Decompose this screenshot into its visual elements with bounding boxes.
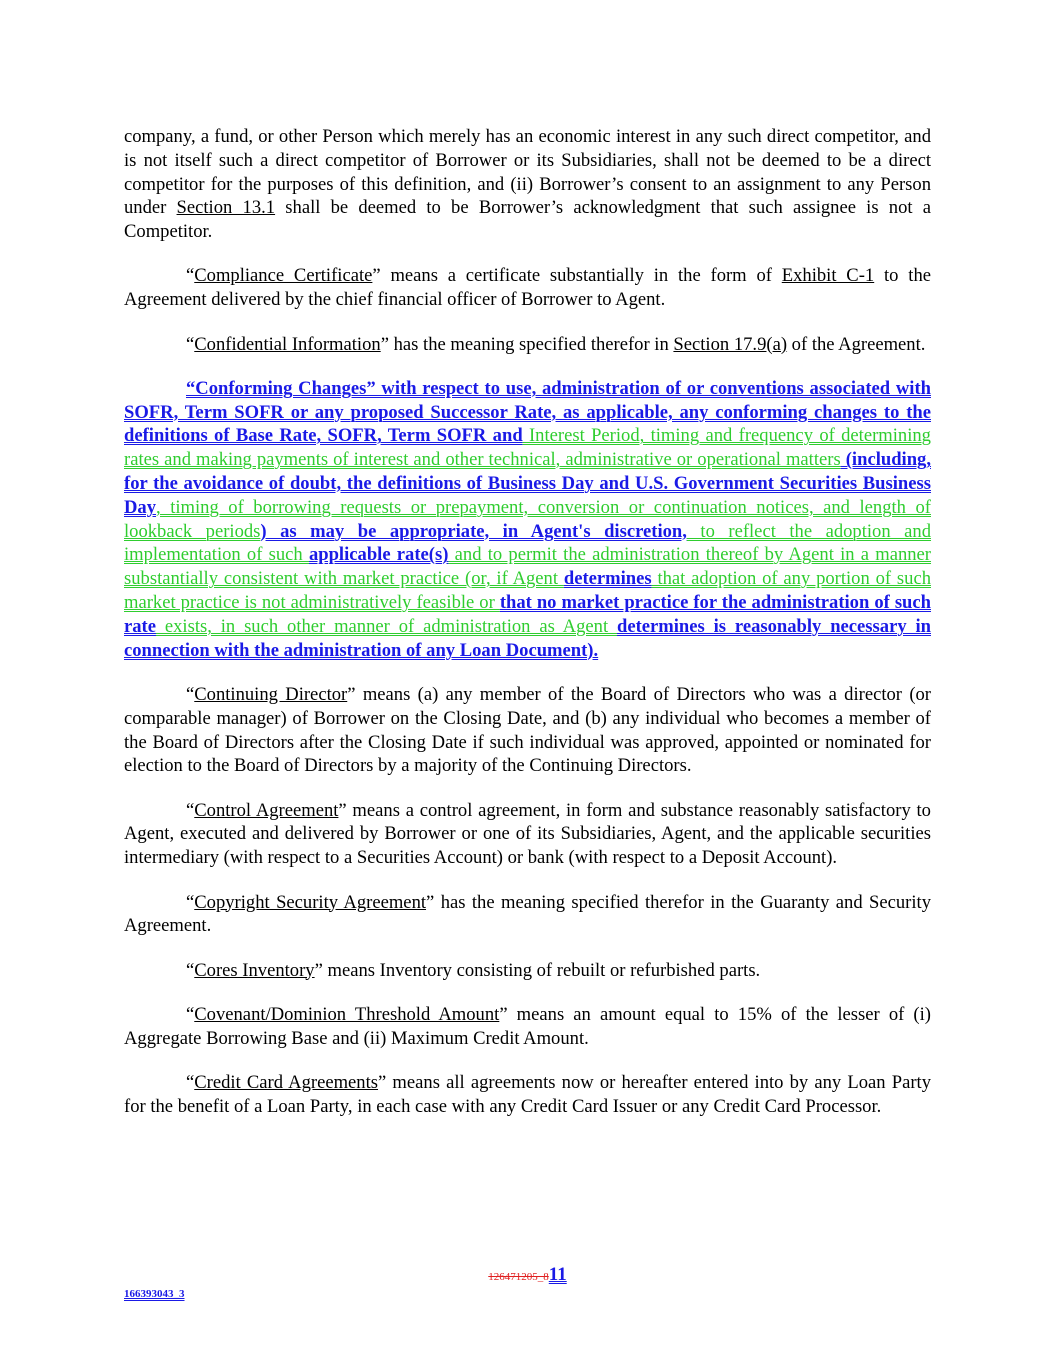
definition-text: of the Agreement. — [787, 333, 926, 355]
open-quote: “ — [186, 799, 195, 821]
document-page — [124, 125, 931, 1139]
open-quote: “ — [186, 333, 195, 355]
definition-cores-inventory — [124, 959, 931, 983]
inserted-text: (including, for the avoidance of doubt, the definitions of Business Day and U.S. Government Securities Business Day — [124, 449, 931, 518]
definition-text: ” means a certificate substantially in the form of — [372, 265, 782, 287]
inserted-text: ) as may be appropriate, in Agent's discretion, — [260, 520, 687, 542]
open-quote: “ — [186, 683, 195, 705]
definition-text: to the Agreement delivered by the chief financial officer of Borrower to Agent. — [124, 265, 931, 311]
inserted-text: determines is reasonably necessary in connection with the administration of any Loan Document). — [124, 615, 931, 661]
definition-confidential-information — [124, 333, 931, 357]
definition-credit-card-agreements — [124, 1071, 931, 1119]
moved-text: to reflect the adoption and implementation of such — [124, 520, 932, 566]
inserted-text: “Conforming Changes” with respect to use, administration of or conventions associated with SOFR, Term SOFR or any proposed Successor Rate, as applicable, any conforming changes to the definitions of Base Rate, SOFR, Term SOFR and — [124, 377, 931, 447]
inserted-text: that no market practice for the administration of such rate — [124, 592, 931, 637]
definition-copyright-security-agreement — [124, 891, 931, 939]
defined-term: Cores Inventory — [194, 959, 315, 981]
defined-term: Covenant/Dominion Threshold Amount — [194, 1003, 500, 1025]
paragraph-competitor-continued — [124, 125, 931, 244]
definition-text: ” means an amount equal to 15% of the lesser of (i) Aggregate Borrowing Base and (ii) Maximum Credit Amount. — [124, 1003, 931, 1049]
open-quote: “ — [186, 265, 195, 287]
open-quote: “ — [186, 1003, 195, 1025]
open-quote: “ — [186, 959, 195, 981]
definition-text: ” means a control agreement, in form and substance reasonably satisfactory to Agent, executed and delivered by Borrower or one of its Subsidiaries, Agent, and the applicable securities intermediary (with respect to a Securities Account) or bank (with respect to a Deposit Account). — [124, 799, 931, 869]
definition-control-agreement — [124, 799, 931, 870]
definition-text: ” has the meaning specified therefor in the Guaranty and Security Agreement. — [124, 891, 931, 937]
moved-text: and to permit the administration thereof by Agent in a manner substantially consistent with market practice (or, if Agent — [124, 544, 932, 590]
definition-text: ” has the meaning specified therefor in — [380, 333, 674, 355]
definition-text: ” means (a) any member of the Board of Directors who was a director (or comparable manager) of Borrower on the Closing Date, and (b) any individual who becomes a member of the Board of Directors after the Closing Date if such individual was approved, appointed or nominated for election to the Board of Directors by a majority of the Continuing Directors. — [124, 683, 931, 777]
defined-term: Confidential Information — [194, 333, 381, 355]
inserted-text: determines — [563, 568, 652, 590]
document-id: 166393043_3 — [124, 1288, 185, 1300]
open-quote: “ — [186, 1072, 195, 1093]
moved-text: that adoption of any portion of such market practice is not administratively feasible or — [124, 568, 932, 614]
inserted-text: applicable rate(s) — [308, 544, 449, 566]
definition-text: ” means Inventory consisting of rebuilt or refurbished parts. — [314, 959, 761, 981]
page-number-footer — [0, 1264, 1055, 1286]
section-reference: Section 13.1 — [176, 197, 276, 219]
moved-text: Interest Period, timing and frequency of determining rates and making payments of interest and other technical, administrative or operational matters — [124, 425, 931, 471]
defined-term: Copyright Security Agreement — [194, 891, 427, 913]
defined-term: Credit Card Agreements — [194, 1072, 379, 1093]
page-number: 11 — [548, 1264, 567, 1285]
definition-text: ” means all agreements now or hereafter entered into by any Loan Party for the benefit of a Loan Party, in each case with any Credit Card Issuer or any Credit Card Processor. — [124, 1072, 931, 1117]
moved-text: , timing of borrowing requests or prepayment, conversion or continuation notices, and length of lookback periods — [124, 496, 931, 542]
open-quote: “ — [186, 891, 195, 913]
exhibit-reference: Exhibit C-1 — [781, 265, 875, 287]
defined-term: Control Agreement — [194, 799, 339, 821]
defined-term: Compliance Certificate — [194, 265, 373, 287]
section-reference: Section 17.9(a) — [673, 333, 788, 355]
definition-continuing-director — [124, 683, 931, 778]
paragraph-text: shall be deemed to be Borrower’s acknowledgment that such assignee is not a Competitor. — [124, 197, 932, 243]
definition-covenant-dominion-threshold — [124, 1003, 931, 1051]
moved-text: exists, in such other manner of administration as Agent — [156, 615, 617, 637]
defined-term: Continuing Director — [194, 683, 348, 705]
paragraph-text: company, a fund, or other Person which merely has an economic interest in any such direct competitor, and is not itself such a direct competitor of Borrower or its Subsidiaries, shall not be deemed to be a direct competitor for the purposes of this definition, and (ii) Borrower’s consent to an assignment to any Person under — [124, 126, 931, 219]
definition-conforming-changes — [124, 377, 931, 663]
definition-compliance-certificate — [124, 264, 931, 312]
deleted-doc-number: 126471205_8 — [488, 1271, 549, 1283]
